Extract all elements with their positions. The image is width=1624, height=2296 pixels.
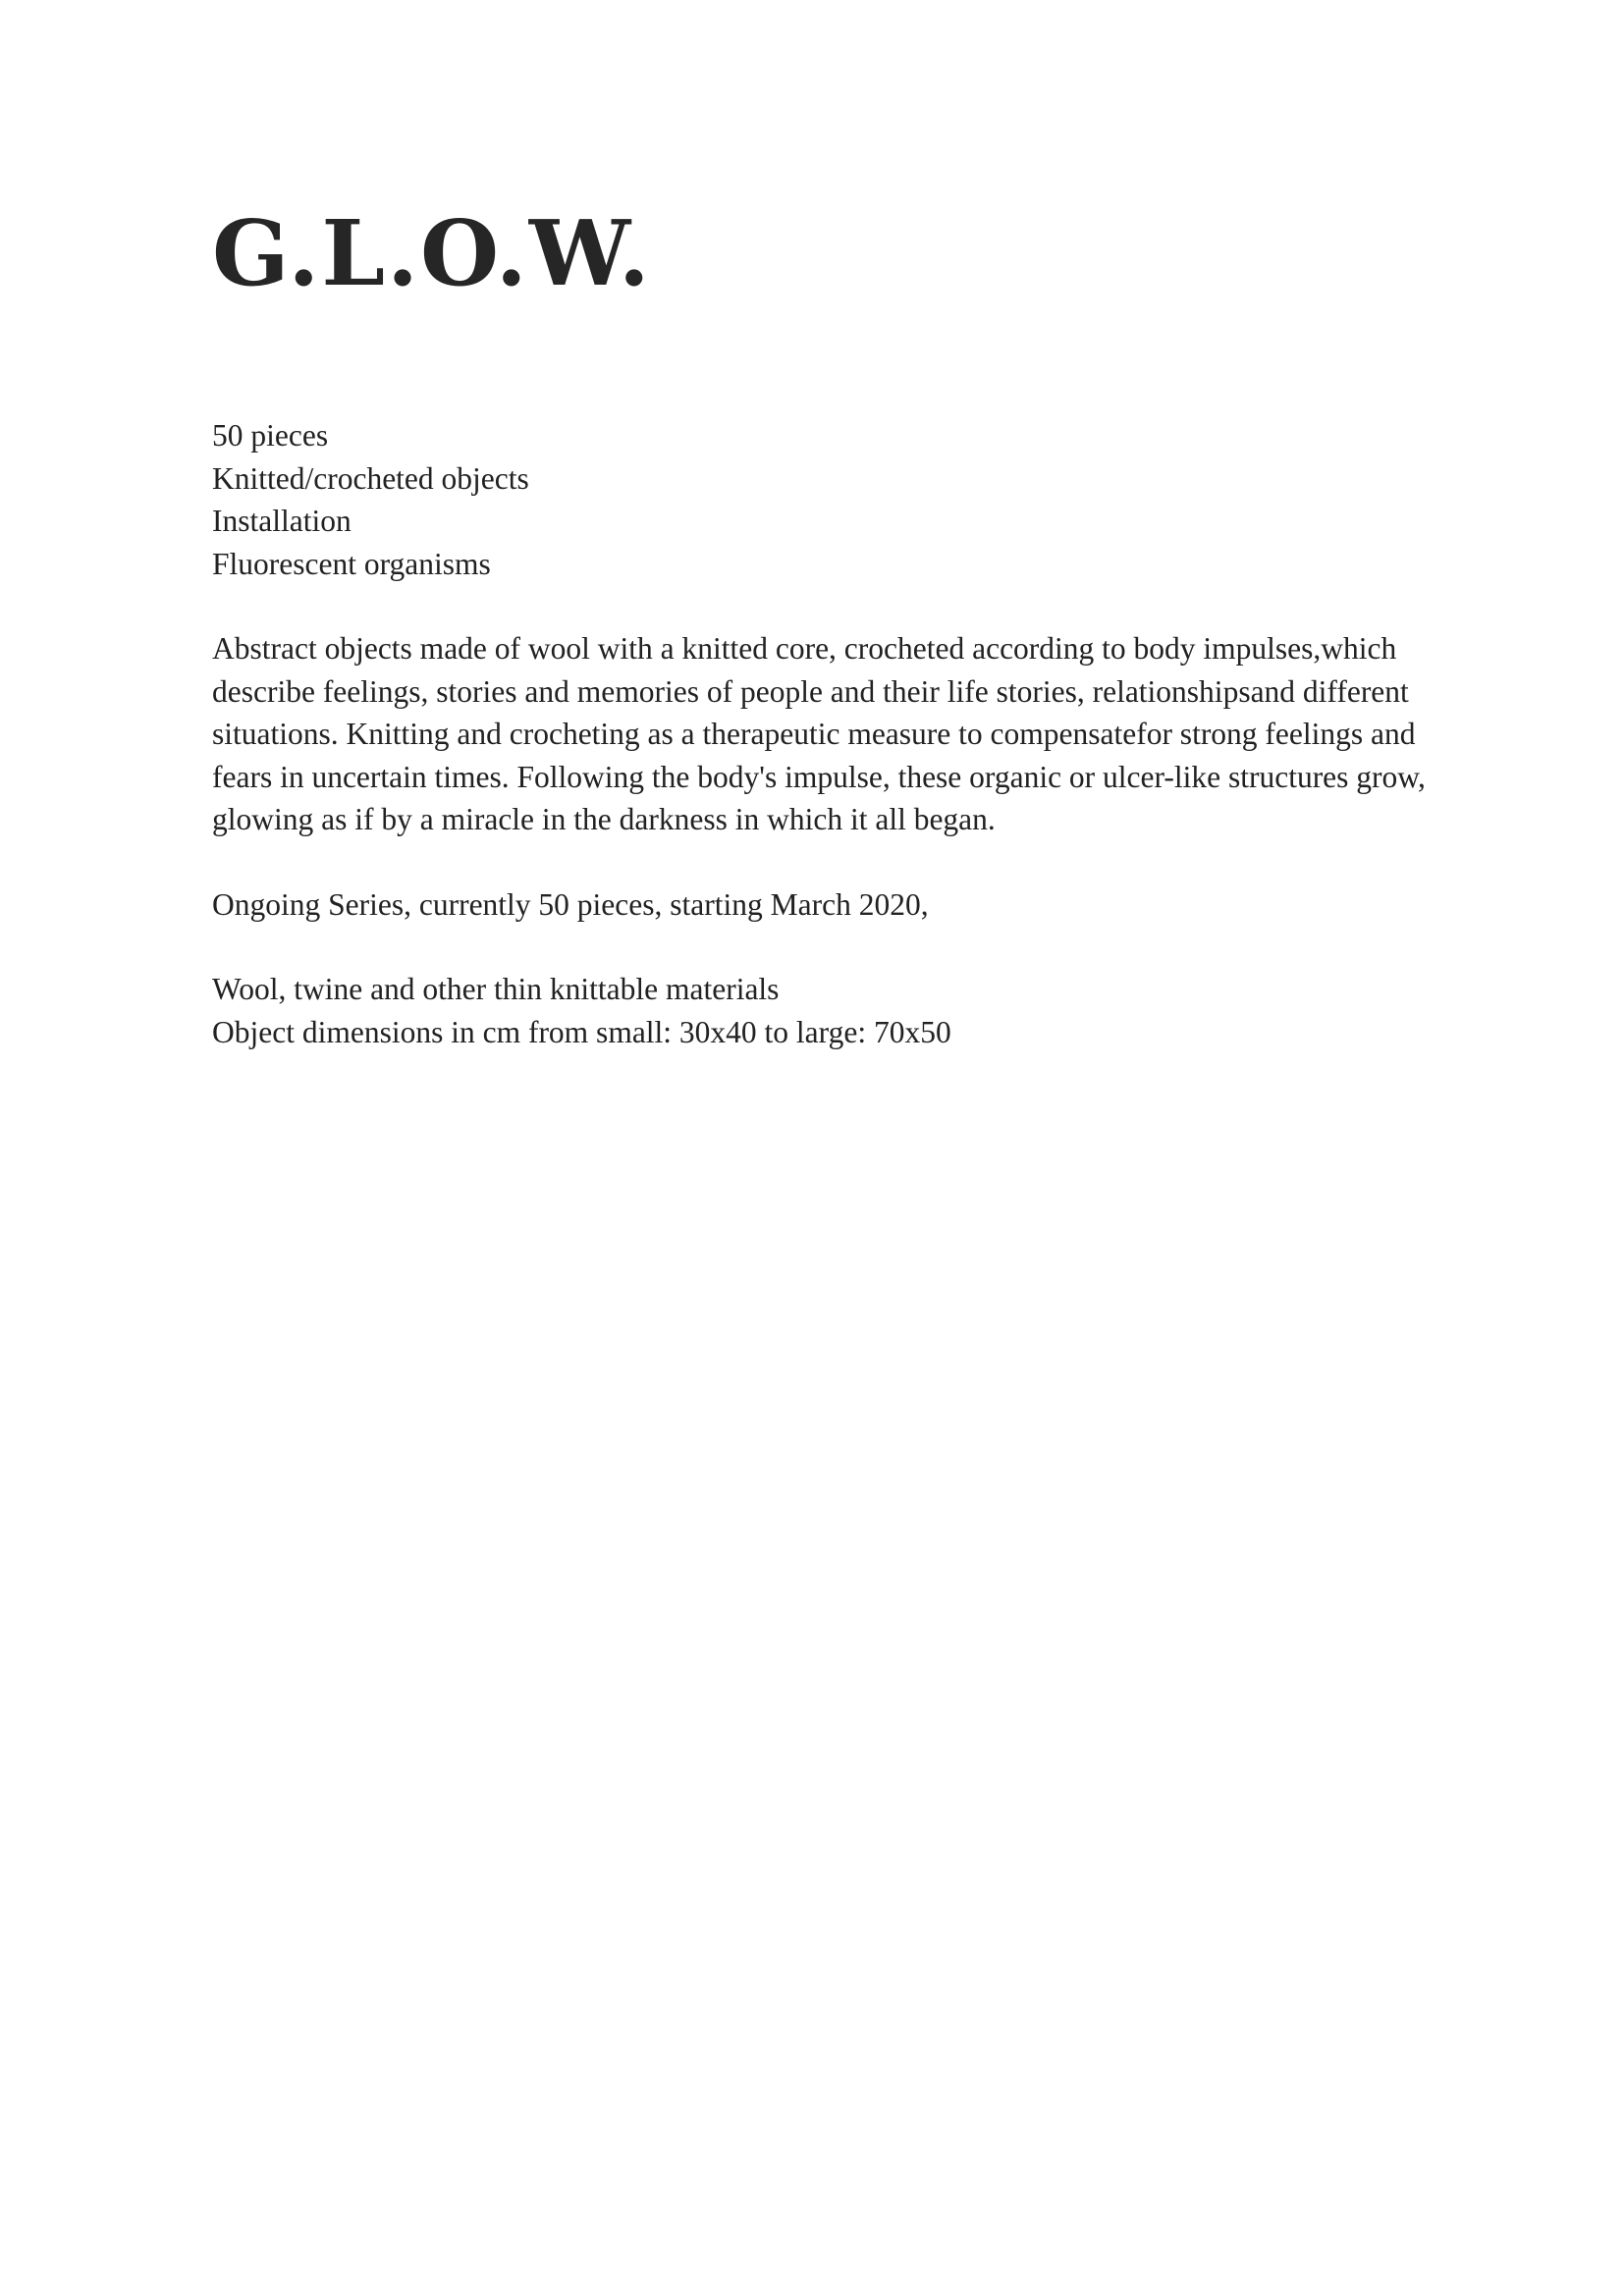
meta-line-technique: Knitted/crocheted objects — [212, 460, 529, 496]
meta-line-pieces: 50 pieces — [212, 418, 329, 453]
meta-line-format: Installation — [212, 504, 352, 538]
meta-list — [212, 414, 1469, 585]
meta-line-subject: Fluorescent organisms — [212, 546, 491, 581]
description-paragraph: Abstract objects made of wool with a knitted core, crocheted according to body impulses,which describe feelings, stories and memories of people and their life stories, relationshipsand different situations. Knitting and crocheting as a therapeutic measure to compensatefor strong feelings and fears in uncertain times. Following the body's impulse, these organic or ulcer-like structures grow, glowing as if by a miracle in the darkness in which it all began. — [212, 631, 1426, 836]
materials-block — [212, 968, 1469, 1053]
content-body — [212, 414, 1469, 1053]
page-title: G.L.O.W. — [212, 200, 652, 306]
dimensions-line: Object dimensions in cm from small: 30x40 to large: 70x50 — [212, 1014, 951, 1049]
materials-line: Wool, twine and other thin knittable materials — [212, 972, 780, 1006]
series-line: Ongoing Series, currently 50 pieces, starting March 2020, — [212, 886, 929, 922]
